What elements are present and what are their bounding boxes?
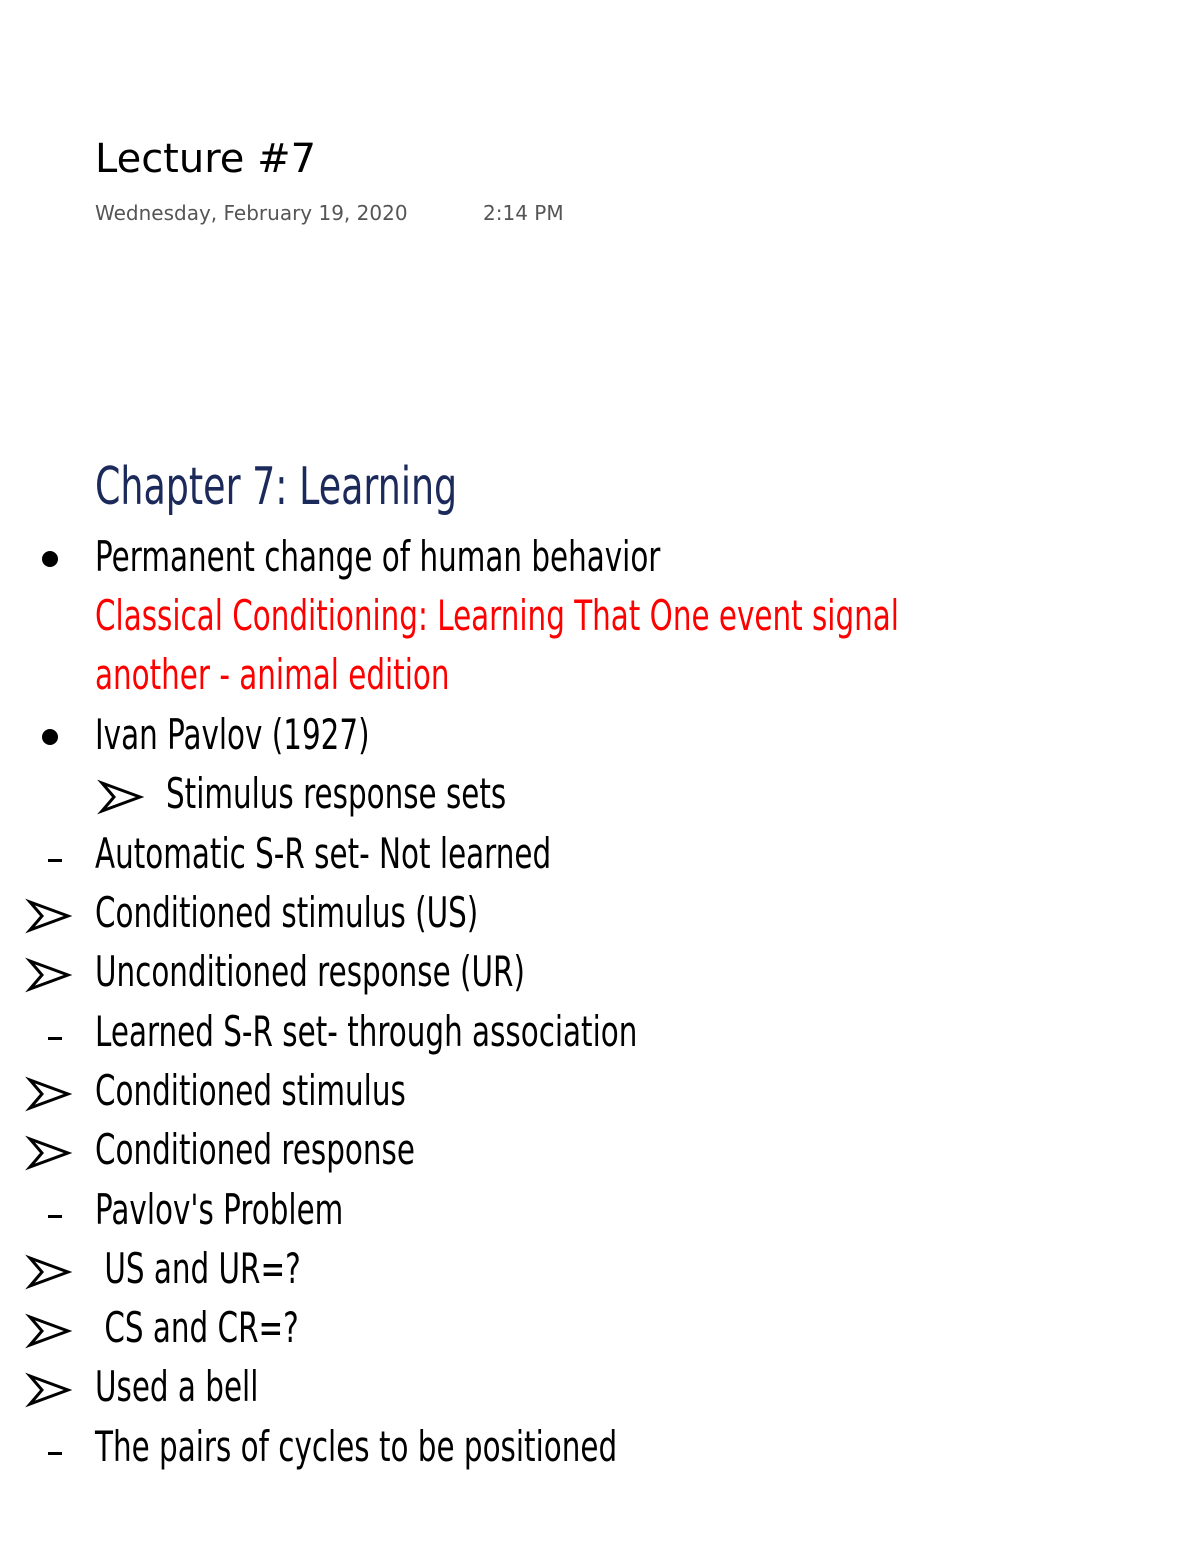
arrow-bullet-icon (28, 1256, 70, 1288)
note-line: The pairs of cycles to be positioned (95, 1422, 618, 1471)
note-line: Conditioned stimulus (US) (95, 888, 479, 937)
arrow-bullet-icon (28, 900, 70, 932)
note-line: Unconditioned response (UR) (95, 947, 525, 996)
arrow-bullet-icon (100, 781, 142, 813)
dash-bullet-icon (48, 1037, 62, 1040)
arrow-bullet-icon (28, 959, 70, 991)
note-line: Stimulus response sets (166, 769, 507, 818)
note-line: Conditioned stimulus (95, 1066, 406, 1115)
note-line: US and UR=? (95, 1244, 301, 1293)
note-line: CS and CR=? (95, 1303, 299, 1352)
note-line: another - animal edition (95, 650, 450, 699)
arrow-bullet-icon (28, 1078, 70, 1110)
note-time: 2:14 PM (483, 201, 564, 225)
arrow-bullet-icon (28, 1374, 70, 1406)
note-line: Learned S-R set- through association (95, 1007, 638, 1056)
note-line: Classical Conditioning: Learning That One event signal (95, 591, 899, 640)
note-line: Used a bell (95, 1362, 259, 1411)
note-line: Pavlov's Problem (95, 1185, 344, 1234)
note-date: Wednesday, February 19, 2020 (95, 201, 408, 225)
note-line: Permanent change of human behavior (95, 532, 661, 581)
chapter-heading: Chapter 7: Learning (95, 457, 458, 517)
dash-bullet-icon (48, 859, 62, 862)
note-body (0, 452, 1200, 1471)
bullet-icon (42, 551, 58, 567)
note-line: Automatic S-R set- Not learned (95, 829, 552, 878)
note-line: Conditioned response (95, 1125, 415, 1174)
arrow-bullet-icon (28, 1137, 70, 1169)
bullet-icon (42, 729, 58, 745)
dash-bullet-icon (48, 1452, 62, 1455)
arrow-bullet-icon (28, 1315, 70, 1347)
dash-bullet-icon (48, 1215, 62, 1218)
note-line: Ivan Pavlov (1927) (95, 710, 370, 759)
page-title: Lecture #7 (95, 136, 317, 182)
